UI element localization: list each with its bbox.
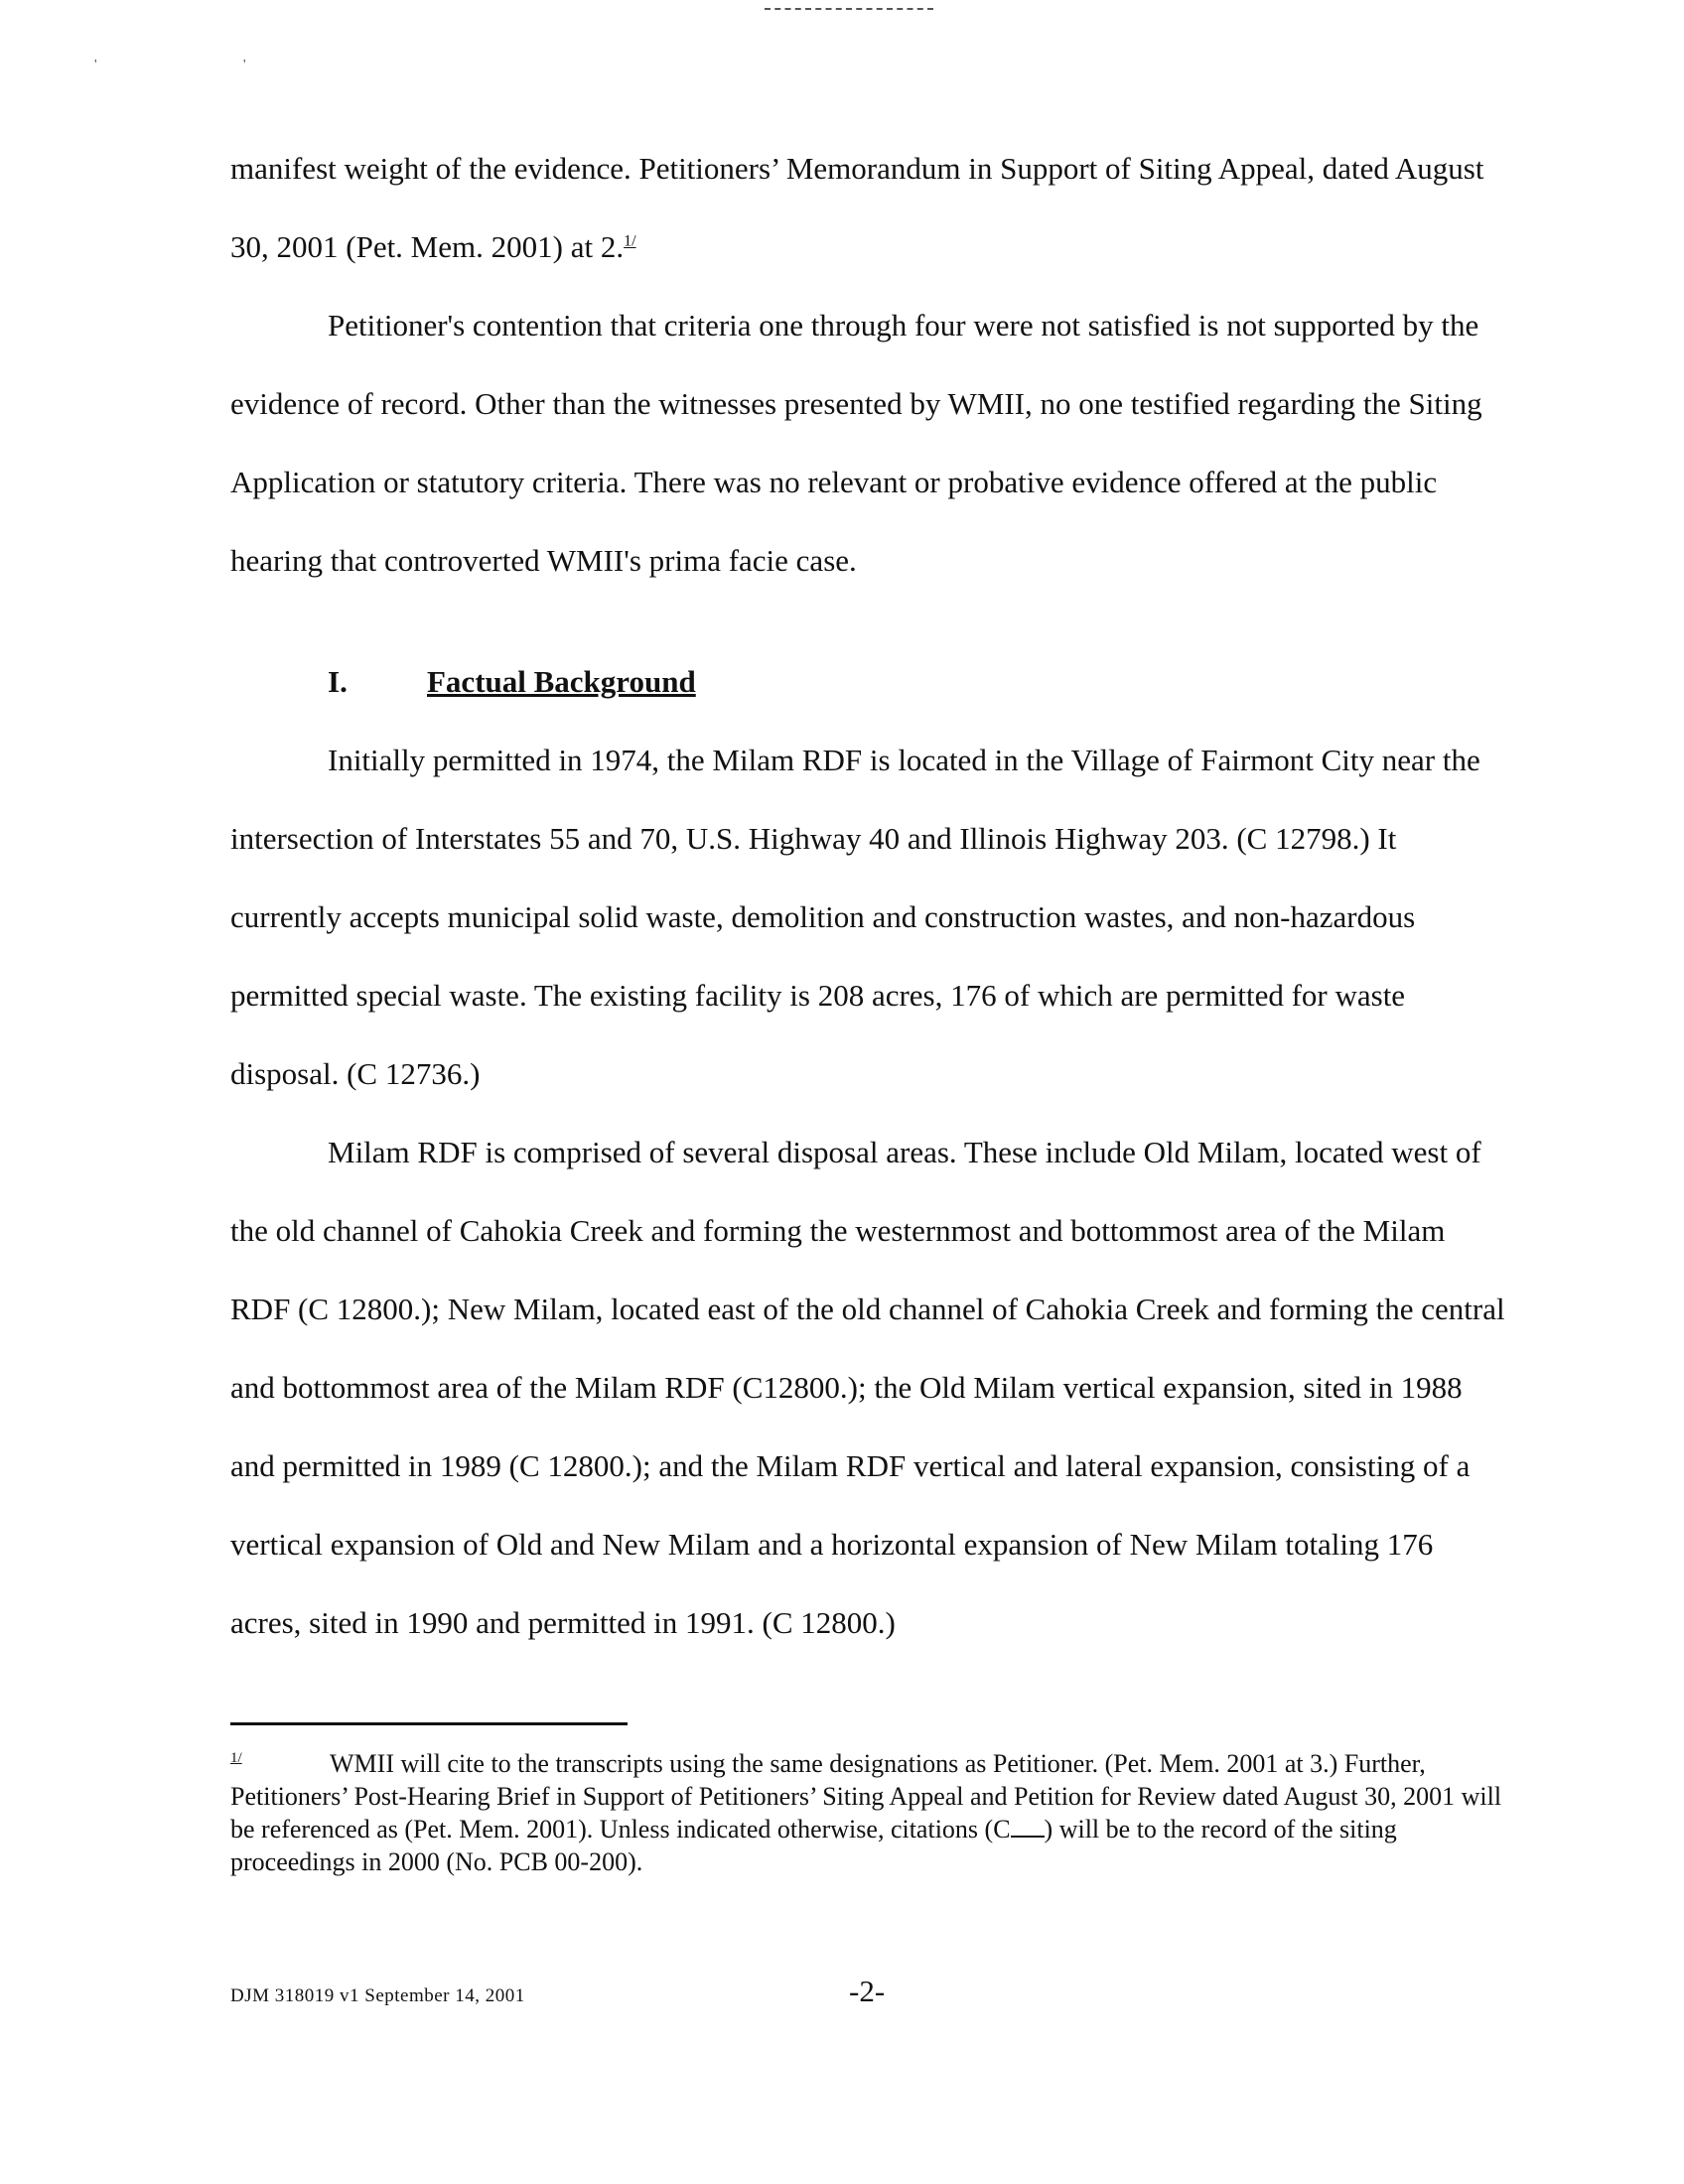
body-text: [230, 129, 1511, 1662]
scan-specks: ' ': [94, 58, 318, 72]
footnote-text-b: ) will be to the record of the siting proceedings in 2000 (No. PCB 00-200).: [230, 1815, 1397, 1876]
footnote-text-a: WMII will cite to the transcripts using the same designations as Petitioner. (Pet. Mem. 2001 at 3.) Further, Petitioners’ Post-Hearing Brief in Support of Petitioners’ Siting Appeal and Petition for Review dated August 30, 2001 will be referenced as (Pet. Mem. 2001). Unless indicated otherwise, citations (C: [230, 1749, 1502, 1843]
citation-blank: [1011, 1818, 1045, 1838]
paragraph-location: Initially permitted in 1974, the Milam RDF is located in the Village of Fairmont City near the intersection of Interstates 55 and 70, U.S. Highway 40 and Illinois Highway 203. (C 12798.) It currently accepts municipal solid waste, demolition and construction wastes, and non-hazardous permitted special waste. The existing facility is 208 acres, 176 of which are permitted for waste disposal. (C 12736.): [230, 743, 1480, 1091]
top-scan-rule: [765, 8, 933, 10]
footnote: 1/ WMII will cite to the transcripts using the same designations as Petitioner. (Pet. Mem. 2001 at 3.) Further, Petitioners’ Post-Hearing Brief in Support of Petitioners’ Siting Appeal and Petition for Review dated August 30, 2001 will be referenced as (Pet. Mem. 2001). Unless indicated otherwise, citations (C ) will be to the record of the siting proceedings in 2000 (No. PCB 00-200).: [230, 1749, 1502, 1876]
page-number: -2-: [849, 1974, 886, 2008]
section-heading: [230, 642, 1511, 721]
footnote-reference: 1/: [624, 232, 636, 250]
section-number: I.: [328, 664, 348, 699]
paragraph-disposal-areas: Milam RDF is comprised of several disposal areas. These include Old Milam, located west of the old channel of Cahokia Creek and forming the westernmost and bottommost area of the Milam RDF (C 12800.); New Milam, located east of the old channel of Cahokia Creek and forming the central and bottommost area of the Milam RDF (C12800.); the Old Milam vertical expansion, sited in 1988 and permitted in 1989 (C 12800.); and the Milam RDF vertical and lateral expansion, consisting of a vertical expansion of Old and New Milam and a horizontal expansion of New Milam totaling 176 acres, sited in 1990 and permitted in 1991. (C 12800.): [230, 1135, 1505, 1640]
paragraph-criteria: Petitioner's contention that criteria one through four were not satisfied is not supported by the evidence of record. Other than the witnesses presented by WMII, no one testified regarding the Siting Application or statutory criteria. There was no relevant or probative evidence offered at the public hearing that controverted WMII's prima facie case.: [230, 308, 1482, 578]
footnote-separator: [230, 1722, 628, 1725]
footer-document-id: DJM 318019 v1 September 14, 2001: [230, 1985, 525, 2006]
section-title: Factual Background: [427, 664, 696, 699]
paragraph-1-text: manifest weight of the evidence. Petitioners’ Memorandum in Support of Siting Appeal, dated August 30, 2001 (Pet. Mem. 2001) at 2.: [230, 151, 1484, 264]
paragraph-continuation: [230, 129, 1511, 286]
